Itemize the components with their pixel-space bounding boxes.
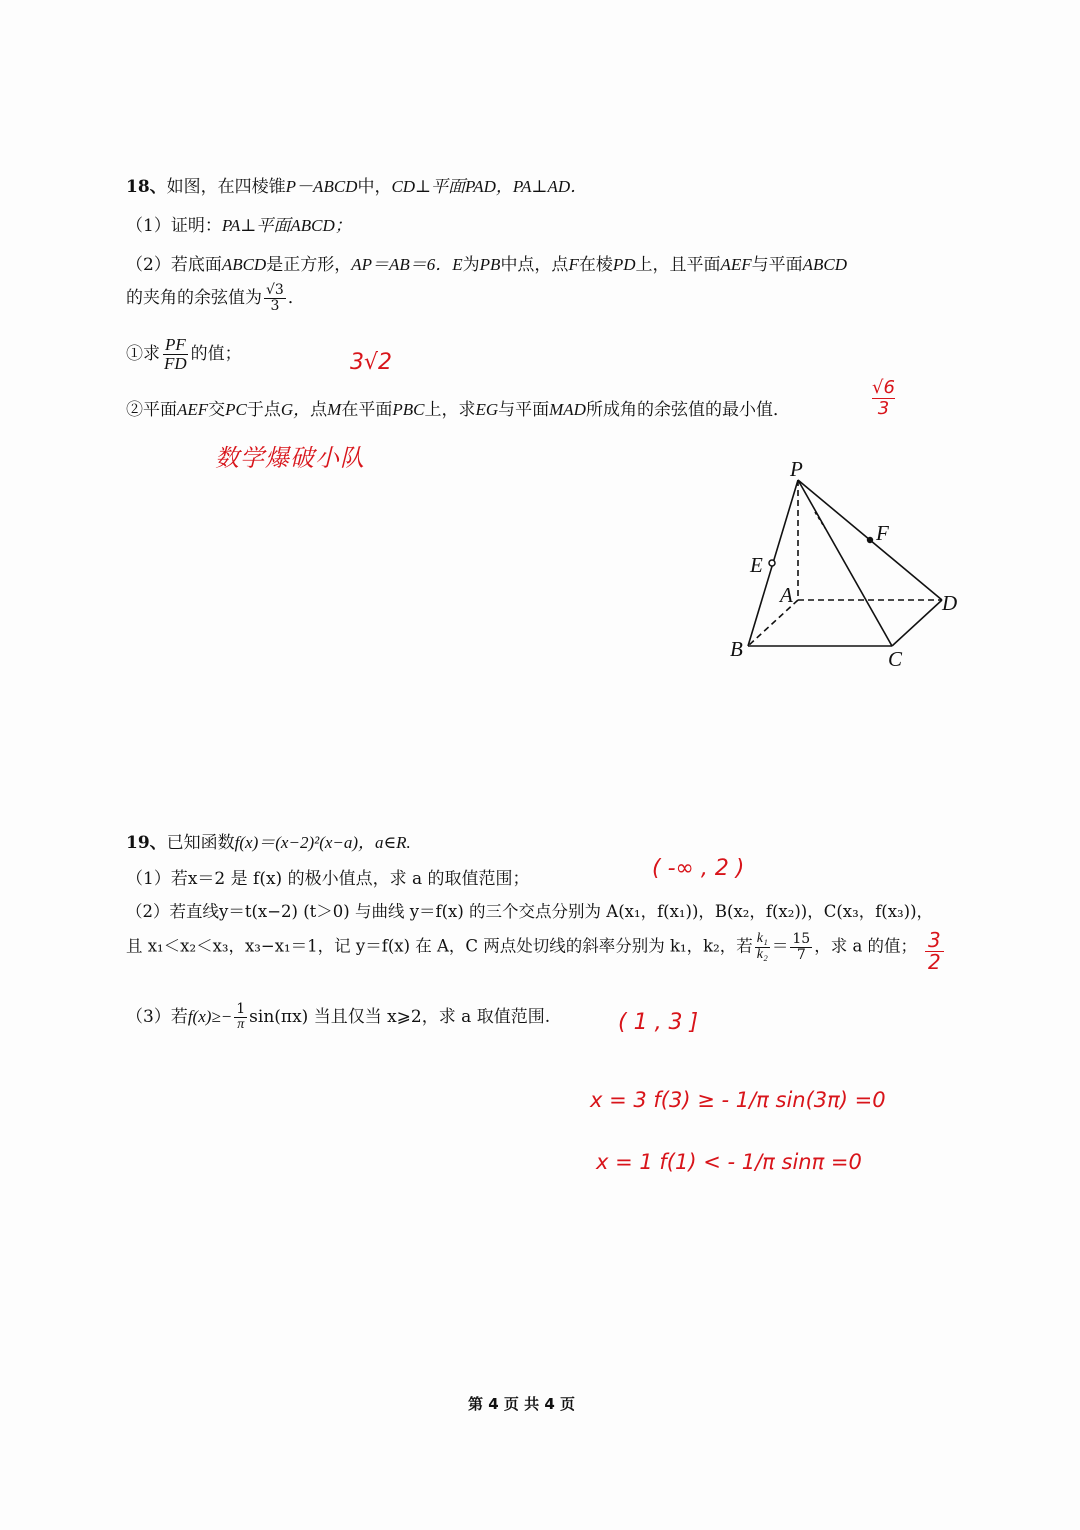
pyramid-figure bbox=[720, 450, 980, 680]
t: 15 bbox=[792, 931, 811, 947]
q18-mid: 中， bbox=[357, 177, 392, 197]
q18-number: 18、 bbox=[126, 177, 167, 197]
t: 与平面 bbox=[498, 400, 550, 420]
page-footer: 第 4 页 共 4 页 bbox=[468, 1395, 575, 1413]
t: AEF bbox=[177, 400, 209, 419]
q18-sub1 bbox=[126, 336, 242, 373]
t: π bbox=[237, 1017, 245, 1032]
t: ABCD bbox=[802, 255, 848, 274]
q19-number: 19、 bbox=[126, 833, 167, 853]
point-F bbox=[867, 537, 873, 543]
t: MAD bbox=[549, 400, 586, 419]
q18-part1-label: （1）证明： bbox=[126, 216, 222, 236]
t: ABCD bbox=[221, 255, 267, 274]
t: PF bbox=[164, 335, 186, 354]
edge-PC bbox=[798, 480, 892, 646]
q19-intro: 已知函数 bbox=[166, 833, 235, 853]
t: x＝2 是 f(x) 的极小值点，求 a 的取值范围； bbox=[187, 869, 530, 889]
t: PBC bbox=[392, 400, 425, 419]
hw-19-2-num: 3 bbox=[925, 930, 944, 952]
hw-answer-19-2 bbox=[925, 930, 944, 973]
label-F: F bbox=[876, 521, 889, 545]
t: 在平面 bbox=[341, 400, 393, 420]
q18-pyramid: P－ABCD bbox=[285, 177, 358, 196]
hw-answer-pf: 3√2 bbox=[350, 350, 393, 375]
label-B: B bbox=[730, 637, 743, 661]
fifteen-sevenths bbox=[790, 932, 812, 962]
t: （2）若底面 bbox=[126, 255, 222, 275]
hw-team-name: 数学爆破小队 bbox=[215, 444, 365, 472]
t: 与平面 bbox=[751, 255, 803, 275]
t: ＝ bbox=[771, 936, 789, 956]
t: （2）若直线 bbox=[126, 902, 219, 921]
q18-sub2 bbox=[126, 395, 790, 420]
t: 且 x₁＜x₂＜x₃，x₃−x₁＝1，记 y＝f(x) 在 A，C 两点处切线的斜率分别为 k₁，k₂，若 bbox=[126, 936, 753, 956]
label-E: E bbox=[750, 553, 763, 577]
t: F bbox=[568, 255, 579, 274]
t: 所成角的余弦值的最小值． bbox=[585, 400, 790, 420]
label-P: P bbox=[790, 457, 803, 481]
hw-min-den: 3 bbox=[877, 397, 890, 419]
q19-part1 bbox=[126, 864, 530, 889]
t: PB bbox=[479, 255, 501, 274]
t: k₂ bbox=[756, 946, 768, 962]
label-C: C bbox=[888, 647, 903, 671]
t: 是正方形， bbox=[266, 255, 352, 275]
t: ①求 bbox=[126, 343, 160, 364]
t: f(x)≥− bbox=[187, 1007, 233, 1026]
hw-min-num: √6 bbox=[872, 377, 895, 398]
one-over-pi bbox=[234, 1002, 247, 1032]
hw-answer-19-1: ( -∞ , 2 ) bbox=[652, 856, 745, 881]
t: （1）若 bbox=[126, 869, 188, 889]
t: √3 bbox=[266, 282, 284, 299]
t: ． bbox=[287, 288, 305, 308]
label-A: A bbox=[780, 583, 793, 607]
t: 3 bbox=[270, 298, 280, 314]
q19-part2 bbox=[126, 898, 933, 922]
t: G， bbox=[280, 400, 311, 419]
t: ②平面 bbox=[126, 400, 177, 420]
t: AEF bbox=[720, 255, 752, 274]
q18-line3 bbox=[126, 283, 305, 314]
t: EG bbox=[475, 400, 499, 419]
t: 的值； bbox=[190, 343, 242, 364]
t: 中点，点 bbox=[500, 255, 569, 275]
t: 上，且平面 bbox=[635, 255, 721, 275]
q18-part2 bbox=[126, 250, 847, 275]
t: y＝t(x−2) (t＞0) 与曲线 y＝f(x) 的三个交点分别为 A(x₁，f(x₁))，B(x₂，f(x₂))，C(x₃，f(x₃))， bbox=[219, 902, 934, 921]
t: ，求 a 的值； bbox=[814, 936, 918, 956]
q19-part2-line2 bbox=[126, 932, 917, 962]
t: AP＝AB＝6． bbox=[351, 255, 453, 274]
t: 7 bbox=[796, 946, 806, 963]
q19-line1 bbox=[126, 828, 411, 853]
t: sin(πx) 当且仅当 x⩾2，求 a 取值范围. bbox=[249, 1007, 551, 1027]
hw-note-2: x = 1 f(1) < - 1/π sinπ =0 bbox=[596, 1150, 862, 1174]
q18-part1 bbox=[126, 211, 352, 236]
t: 1 bbox=[236, 1001, 246, 1018]
k-fraction bbox=[755, 932, 770, 962]
t: PD bbox=[612, 255, 636, 274]
cos-fraction bbox=[264, 283, 286, 313]
hw-answer-min bbox=[872, 378, 895, 419]
t: PC bbox=[225, 400, 247, 419]
q18-part1-text: PA⊥平面ABCD； bbox=[221, 216, 352, 235]
label-D: D bbox=[942, 591, 958, 615]
pf-fd-fraction bbox=[162, 336, 189, 373]
t: 为 bbox=[462, 255, 480, 275]
hw-19-2-den: 2 bbox=[928, 950, 941, 974]
q18-cond2: PA⊥AD． bbox=[512, 177, 588, 196]
hw-answer-19-3: ( 1 , 3 ] bbox=[618, 1010, 699, 1035]
q18-line1 bbox=[126, 172, 587, 197]
t: E bbox=[452, 255, 463, 274]
t: 上，求 bbox=[424, 400, 476, 420]
t: 交 bbox=[208, 400, 226, 420]
point-E bbox=[769, 560, 775, 566]
hw-note-1: x = 3 f(3) ≥ - 1/π sin(3π) =0 bbox=[590, 1088, 886, 1112]
t: FD bbox=[164, 353, 187, 373]
t: k₁ bbox=[756, 931, 768, 946]
t: M bbox=[327, 400, 342, 419]
q19-part3 bbox=[126, 1002, 550, 1033]
q18-cond1: CD⊥平面PAD， bbox=[391, 177, 513, 196]
t: （3）若 bbox=[126, 1007, 188, 1027]
t: 的夹角的余弦值为 bbox=[126, 288, 262, 308]
t: 于点 bbox=[246, 400, 281, 420]
edge-CD bbox=[892, 600, 942, 646]
t: 在棱 bbox=[578, 255, 613, 275]
t: 点 bbox=[310, 400, 328, 420]
q19-func: f(x)＝(x−2)²(x−a)，a∈R. bbox=[234, 833, 411, 852]
q18-intro: 如图，在四棱锥 bbox=[166, 177, 286, 197]
